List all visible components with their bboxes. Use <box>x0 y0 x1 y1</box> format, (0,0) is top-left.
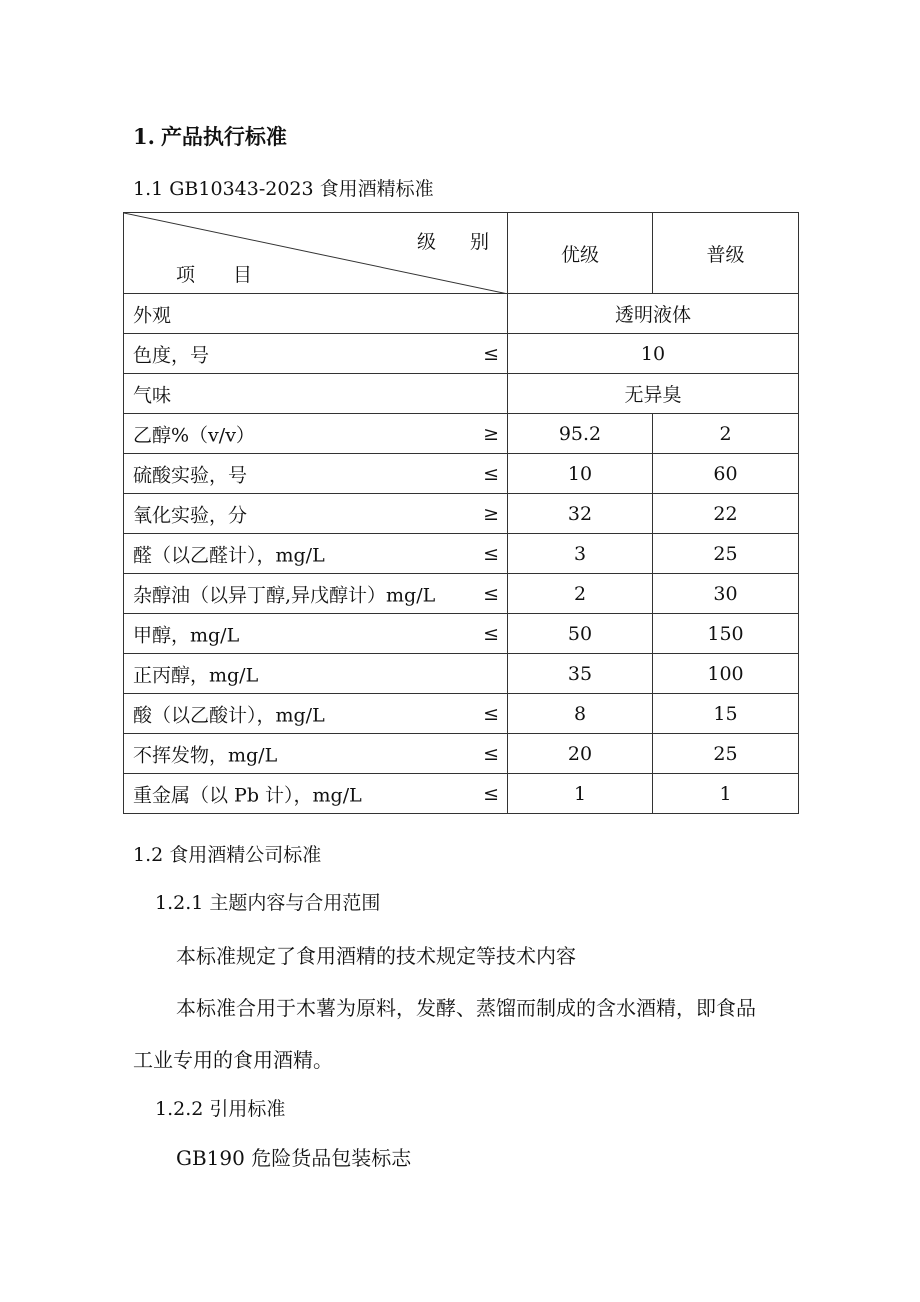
item-label: 酸（以乙酸计），mg/L <box>133 704 325 726</box>
premium-value-cell: 95.2 <box>508 414 653 454</box>
item-cell <box>124 614 508 654</box>
item-label: 重金属（以 Pb 计），mg/L <box>133 784 362 806</box>
comparison-symbol: ≤ <box>483 542 499 565</box>
standard-value-cell: 25 <box>653 534 799 574</box>
table-row <box>124 574 799 614</box>
standard-value-cell: 1 <box>653 774 799 814</box>
item-cell <box>124 694 508 734</box>
item-cell <box>124 454 508 494</box>
item-cell <box>124 574 508 614</box>
table-row <box>124 734 799 774</box>
header-level-char-2: 别 <box>469 231 489 253</box>
merged-value-cell: 透明液体 <box>508 294 799 334</box>
comparison-symbol: ≥ <box>483 502 499 525</box>
paragraph-scope-1: 本标准规定了食用酒精的技术规定等技术内容 <box>176 944 576 968</box>
table-row <box>124 534 799 574</box>
heading-number: 1. <box>133 124 155 149</box>
item-label: 外观 <box>133 304 172 326</box>
standard-value-cell: 30 <box>653 574 799 614</box>
merged-value-cell: 10 <box>508 334 799 374</box>
heading-title: 产品执行标准 <box>160 124 287 149</box>
comparison-symbol: ≥ <box>483 422 499 445</box>
table-row <box>124 294 799 334</box>
item-cell <box>124 334 508 374</box>
standard-value-cell: 22 <box>653 494 799 534</box>
premium-value-cell: 1 <box>508 774 653 814</box>
standard-table <box>123 212 799 814</box>
premium-value-cell: 20 <box>508 734 653 774</box>
item-cell <box>124 414 508 454</box>
header-item-label <box>176 260 252 287</box>
premium-value-cell: 2 <box>508 574 653 614</box>
table-row <box>124 494 799 534</box>
diagonal-header-cell <box>124 213 508 294</box>
table-row <box>124 454 799 494</box>
standard-value-cell: 60 <box>653 454 799 494</box>
item-label: 乙醇%（v/v） <box>133 424 255 446</box>
table-row <box>124 614 799 654</box>
header-level-label <box>417 227 489 254</box>
item-cell <box>124 734 508 774</box>
standard-value-cell: 100 <box>653 654 799 694</box>
item-label: 甲醇，mg/L <box>133 624 240 646</box>
standard-value-cell: 2 <box>653 414 799 454</box>
item-label: 气味 <box>133 384 172 406</box>
comparison-symbol: ≤ <box>483 782 499 805</box>
header-item-char-2: 目 <box>233 264 253 286</box>
premium-value-cell: 50 <box>508 614 653 654</box>
item-label: 正丙醇，mg/L <box>133 664 259 686</box>
header-level-char-1: 级 <box>416 231 436 253</box>
item-cell <box>124 374 508 414</box>
merged-value-cell: 无异臭 <box>508 374 799 414</box>
item-cell <box>124 294 508 334</box>
item-label: 杂醇油（以异丁醇,异戊醇计）mg/L <box>133 584 436 606</box>
premium-value-cell: 32 <box>508 494 653 534</box>
premium-value-cell: 10 <box>508 454 653 494</box>
item-label: 硫酸实验，号 <box>133 464 248 486</box>
comparison-symbol: ≤ <box>483 342 499 365</box>
item-cell <box>124 654 508 694</box>
standard-value-cell: 15 <box>653 694 799 734</box>
item-cell <box>124 534 508 574</box>
comparison-symbol: ≤ <box>483 742 499 765</box>
item-cell <box>124 494 508 534</box>
subsection-1-2-1-title: 1.2.1 主题内容与合用范围 <box>155 892 381 914</box>
table-row <box>124 774 799 814</box>
comparison-symbol: ≤ <box>483 622 499 645</box>
comparison-symbol: ≤ <box>483 582 499 605</box>
subsection-1-2-2-title: 1.2.2 引用标准 <box>155 1098 286 1120</box>
paragraph-scope-2-line-2: 工业专用的食用酒精。 <box>133 1048 333 1072</box>
table-row <box>124 334 799 374</box>
paragraph-reference: GB190 危险货品包装标志 <box>176 1146 412 1170</box>
premium-value-cell: 35 <box>508 654 653 694</box>
paragraph-scope-2-line-1: 本标准合用于木薯为原料，发酵、蒸馏而制成的含水酒精，即食品 <box>176 996 756 1020</box>
table-row <box>124 374 799 414</box>
subsection-1-2-title: 1.2 食用酒精公司标准 <box>133 844 322 866</box>
section-heading <box>133 121 287 151</box>
table-row <box>124 414 799 454</box>
header-item-char-1: 项 <box>176 264 196 286</box>
comparison-symbol: ≤ <box>483 462 499 485</box>
premium-value-cell: 3 <box>508 534 653 574</box>
standard-value-cell: 150 <box>653 614 799 654</box>
table-header-row <box>124 213 799 294</box>
table-row <box>124 654 799 694</box>
header-standard: 普级 <box>653 213 799 294</box>
item-label: 氧化实验，分 <box>133 504 248 526</box>
header-premium: 优级 <box>508 213 653 294</box>
subsection-1-1-title: 1.1 GB10343-2023 食用酒精标准 <box>133 178 434 200</box>
item-cell <box>124 774 508 814</box>
item-label: 色度，号 <box>133 344 210 366</box>
item-label: 醛（以乙醛计），mg/L <box>133 544 325 566</box>
standard-value-cell: 25 <box>653 734 799 774</box>
premium-value-cell: 8 <box>508 694 653 734</box>
table-row <box>124 694 799 734</box>
item-label: 不挥发物，mg/L <box>133 744 278 766</box>
comparison-symbol: ≤ <box>483 702 499 725</box>
